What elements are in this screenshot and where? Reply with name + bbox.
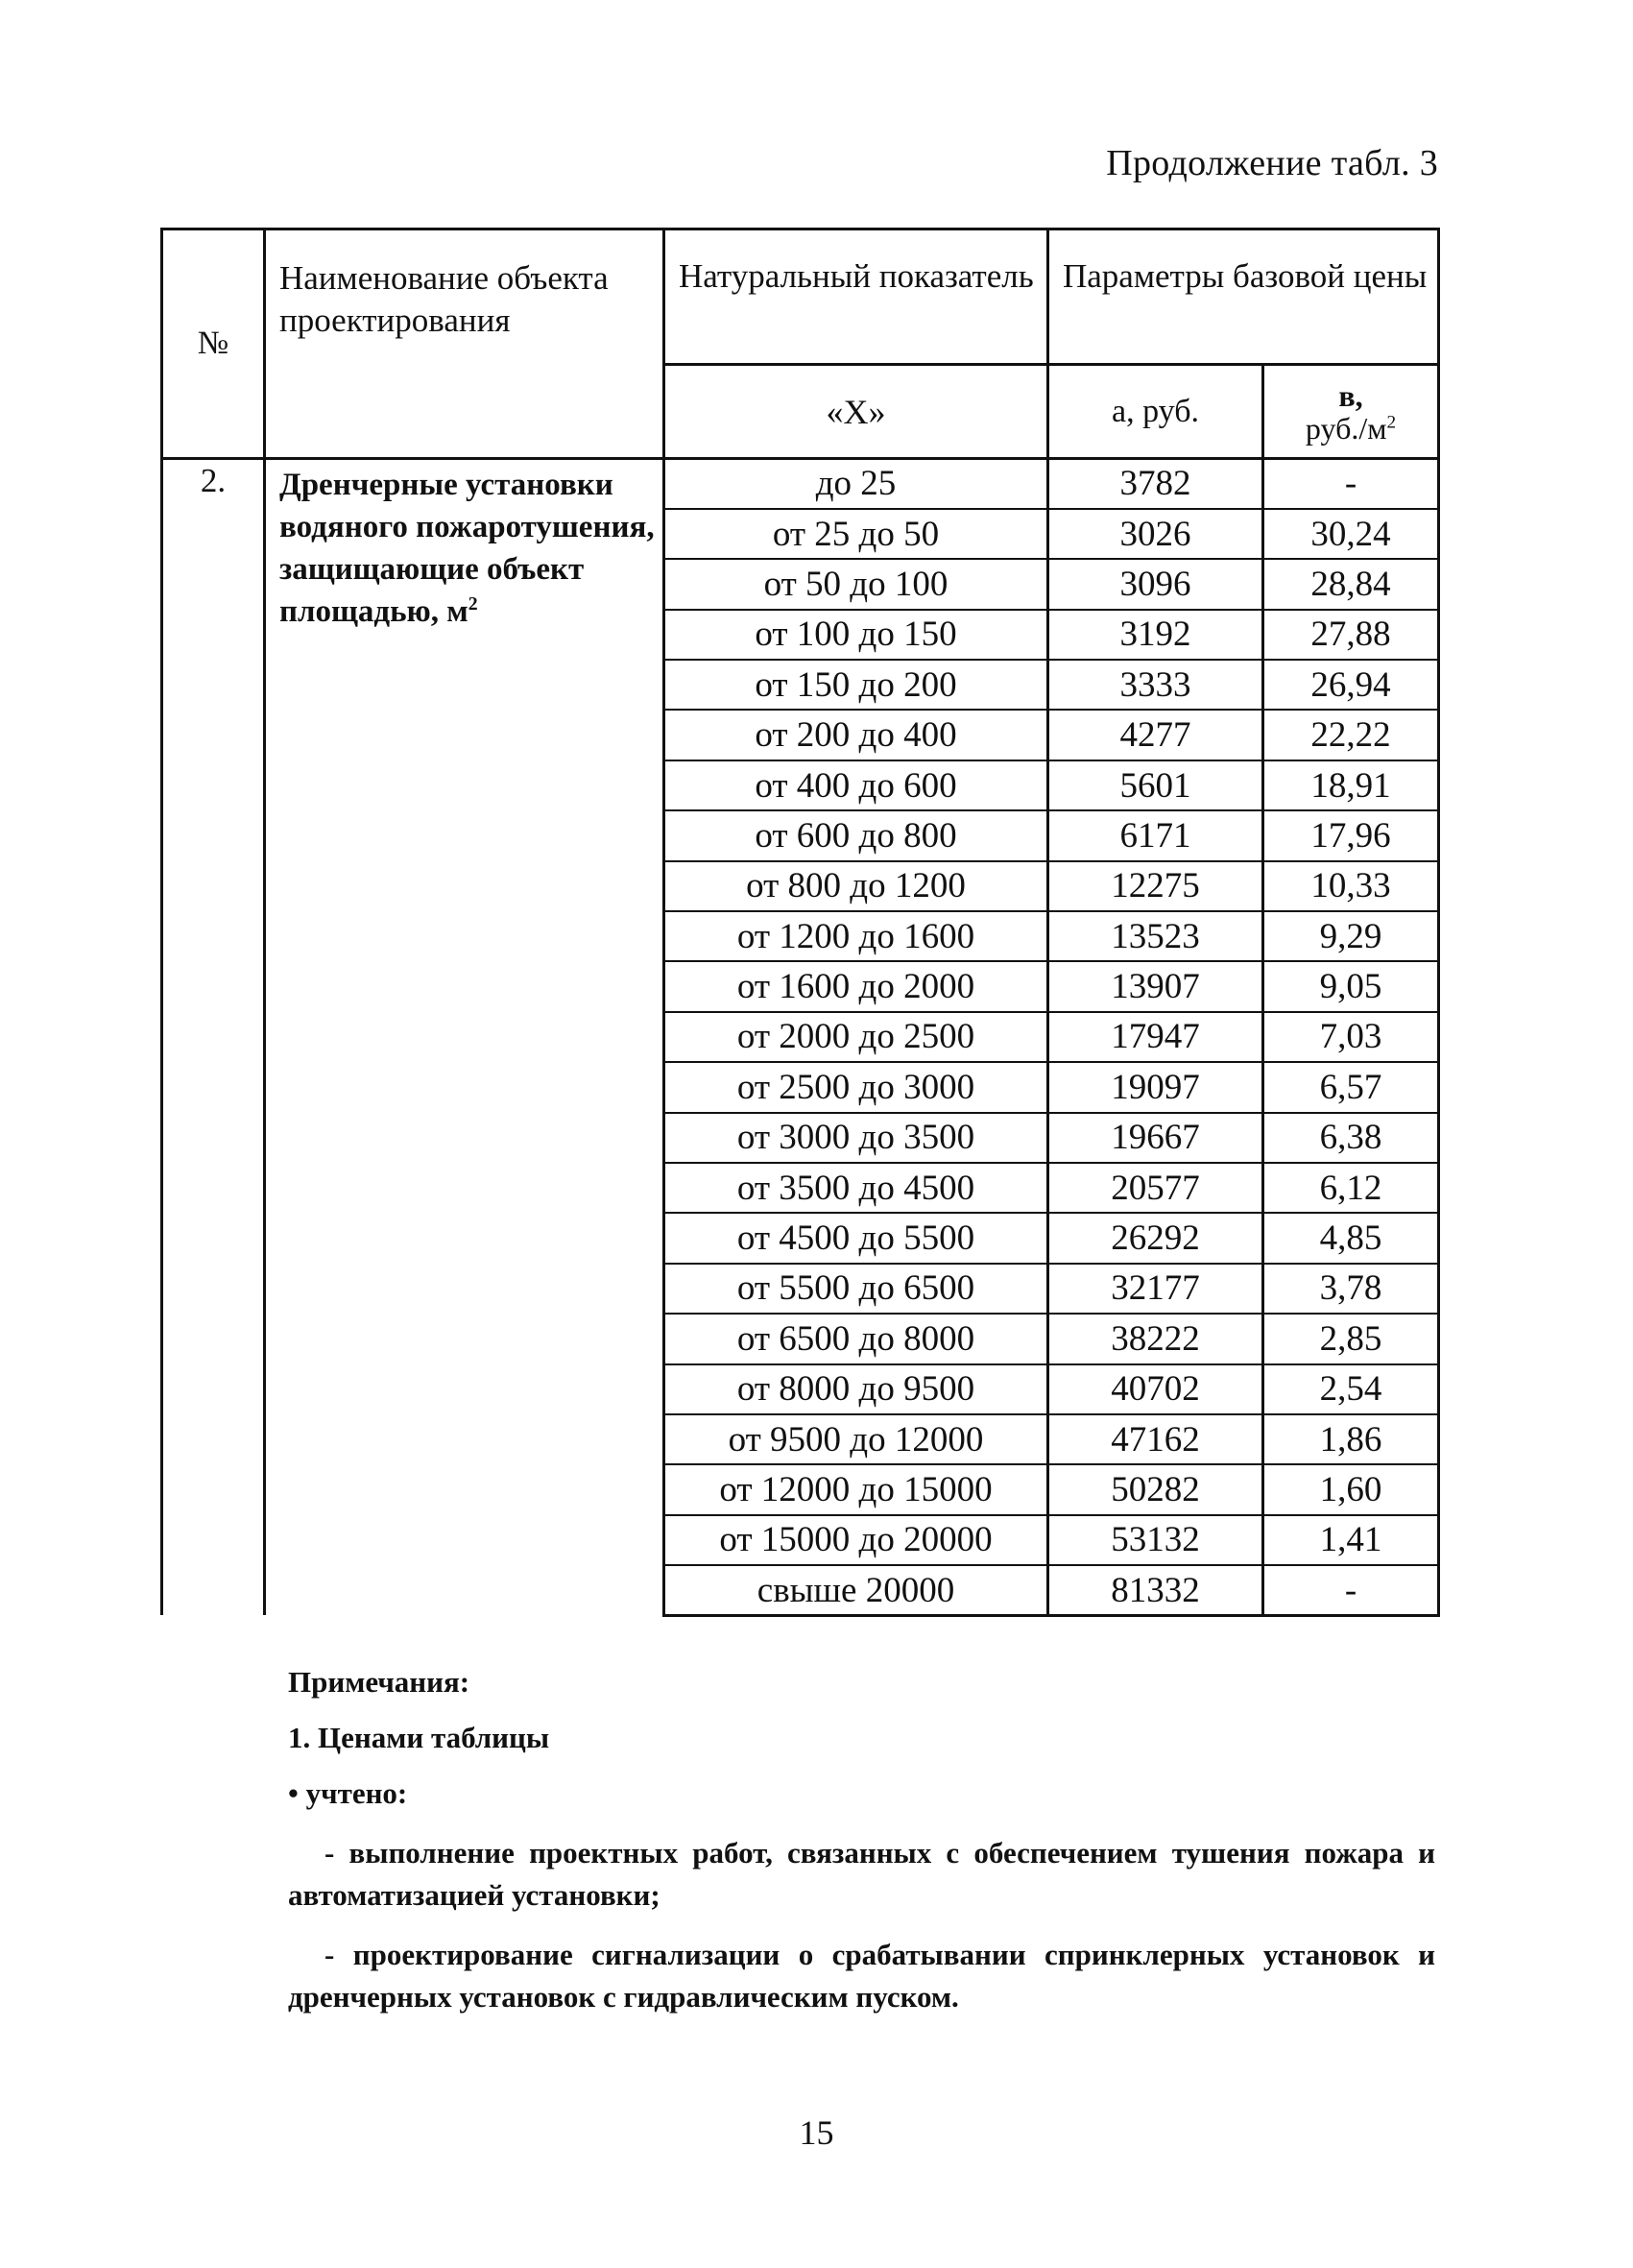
- cell-range: от 15000 до 20000: [664, 1515, 1048, 1565]
- cell-price-b: 1,86: [1263, 1414, 1439, 1464]
- cell-price-a: 4277: [1048, 710, 1263, 760]
- cell-price-a: 5601: [1048, 760, 1263, 810]
- cell-price-b: 7,03: [1263, 1012, 1439, 1062]
- cell-range: от 8000 до 9500: [664, 1364, 1048, 1414]
- cell-range: до 25: [664, 459, 1048, 509]
- cell-range: от 3000 до 3500: [664, 1113, 1048, 1163]
- cell-price-b: 6,38: [1263, 1113, 1439, 1163]
- header-number: №: [162, 229, 265, 459]
- cell-range: от 12000 до 15000: [664, 1464, 1048, 1514]
- header-b: [1263, 365, 1439, 459]
- cell-price-b: 28,84: [1263, 559, 1439, 609]
- cell-price-a: 12275: [1048, 861, 1263, 911]
- cell-price-b: 18,91: [1263, 760, 1439, 810]
- cell-range: свыше 20000: [664, 1565, 1048, 1615]
- cell-price-a: 40702: [1048, 1364, 1263, 1414]
- row-group-name-sup: 2: [468, 593, 478, 615]
- cell-price-a: 19097: [1048, 1062, 1263, 1112]
- notes-item-1: 1. Ценами таблицы: [288, 1721, 550, 1754]
- cell-price-b: 9,29: [1263, 911, 1439, 961]
- cell-price-b: 9,05: [1263, 961, 1439, 1011]
- cell-range: от 2500 до 3000: [664, 1062, 1048, 1112]
- page-number: 15: [799, 2113, 834, 2152]
- cell-price-a: 3096: [1048, 559, 1263, 609]
- cell-price-a: 47162: [1048, 1414, 1263, 1464]
- cell-range: от 800 до 1200: [664, 861, 1048, 911]
- cell-range: от 100 до 150: [664, 610, 1048, 660]
- header-natural-indicator: Натуральный показатель: [664, 229, 1048, 365]
- cell-price-a: 53132: [1048, 1515, 1263, 1565]
- cell-range: от 6500 до 8000: [664, 1314, 1048, 1363]
- cell-range: от 2000 до 2500: [664, 1012, 1048, 1062]
- cell-price-a: 20577: [1048, 1163, 1263, 1213]
- cell-range: от 1200 до 1600: [664, 911, 1048, 961]
- cell-price-b: 1,60: [1263, 1464, 1439, 1514]
- notes-bullet-1: - выполнение проектных работ, связанных с обеспечением тушения пожара и автоматизацией установки;: [288, 1836, 1435, 1912]
- cell-price-a: 6171: [1048, 810, 1263, 860]
- cell-price-b: 30,24: [1263, 509, 1439, 559]
- cell-price-b: 1,41: [1263, 1515, 1439, 1565]
- row-group-name-text: Дренчерные установки водяного пожаротушения, защищающие объект площадью, м: [279, 468, 655, 629]
- cell-price-b: 10,33: [1263, 861, 1439, 911]
- cell-range: от 150 до 200: [664, 660, 1048, 710]
- cell-range: от 3500 до 4500: [664, 1163, 1048, 1213]
- cell-price-b: -: [1263, 1565, 1439, 1615]
- cell-price-a: 13523: [1048, 911, 1263, 961]
- cell-price-a: 38222: [1048, 1314, 1263, 1363]
- notes-included: • учтено:: [288, 1776, 408, 1810]
- price-table: [160, 228, 1440, 1617]
- cell-price-a: 32177: [1048, 1264, 1263, 1314]
- table-caption: Продолжение табл. 3: [1106, 143, 1438, 183]
- header-a: а, руб.: [1048, 365, 1263, 459]
- cell-range: от 400 до 600: [664, 760, 1048, 810]
- cell-price-b: 26,94: [1263, 660, 1439, 710]
- cell-range: от 50 до 100: [664, 559, 1048, 609]
- cell-range: от 600 до 800: [664, 810, 1048, 860]
- header-object-name: Наименование объекта проектирования: [265, 229, 664, 459]
- header-x: «X»: [664, 365, 1048, 459]
- cell-range: от 200 до 400: [664, 710, 1048, 760]
- cell-price-b: 3,78: [1263, 1264, 1439, 1314]
- row-group-number: 2.: [162, 459, 265, 1616]
- cell-price-b: 2,85: [1263, 1314, 1439, 1363]
- notes: [288, 1661, 1435, 2036]
- header-base-price-params: Параметры базовой цены: [1048, 229, 1439, 365]
- cell-price-b: -: [1263, 459, 1439, 509]
- header-b-letter: в,: [1338, 377, 1363, 413]
- table-row: [162, 459, 1439, 509]
- cell-range: от 1600 до 2000: [664, 961, 1048, 1011]
- cell-price-b: 6,57: [1263, 1062, 1439, 1112]
- cell-price-b: 6,12: [1263, 1163, 1439, 1213]
- cell-range: от 4500 до 5500: [664, 1213, 1048, 1263]
- cell-price-b: 2,54: [1263, 1364, 1439, 1414]
- cell-price-a: 81332: [1048, 1565, 1263, 1615]
- header-b-unit: руб./м: [1305, 410, 1387, 446]
- cell-price-b: 22,22: [1263, 710, 1439, 760]
- table-body: [162, 459, 1439, 1616]
- notes-bullet-2: - проектирование сигнализации о срабатывании спринклерных установок и дренчерных установок с гидравлическим пуском.: [288, 1938, 1435, 2014]
- cell-price-a: 3026: [1048, 509, 1263, 559]
- cell-price-a: 19667: [1048, 1113, 1263, 1163]
- cell-price-a: 13907: [1048, 961, 1263, 1011]
- cell-price-b: 27,88: [1263, 610, 1439, 660]
- cell-price-a: 3333: [1048, 660, 1263, 710]
- cell-range: от 5500 до 6500: [664, 1264, 1048, 1314]
- cell-price-b: 4,85: [1263, 1213, 1439, 1263]
- row-group-name: [265, 459, 664, 1616]
- notes-title: Примечания:: [288, 1665, 470, 1699]
- cell-price-a: 3192: [1048, 610, 1263, 660]
- cell-price-a: 26292: [1048, 1213, 1263, 1263]
- cell-price-a: 3782: [1048, 459, 1263, 509]
- header-b-unit-sup: 2: [1386, 411, 1397, 432]
- cell-price-a: 17947: [1048, 1012, 1263, 1062]
- cell-price-a: 50282: [1048, 1464, 1263, 1514]
- cell-price-b: 17,96: [1263, 810, 1439, 860]
- cell-range: от 25 до 50: [664, 509, 1048, 559]
- cell-range: от 9500 до 12000: [664, 1414, 1048, 1464]
